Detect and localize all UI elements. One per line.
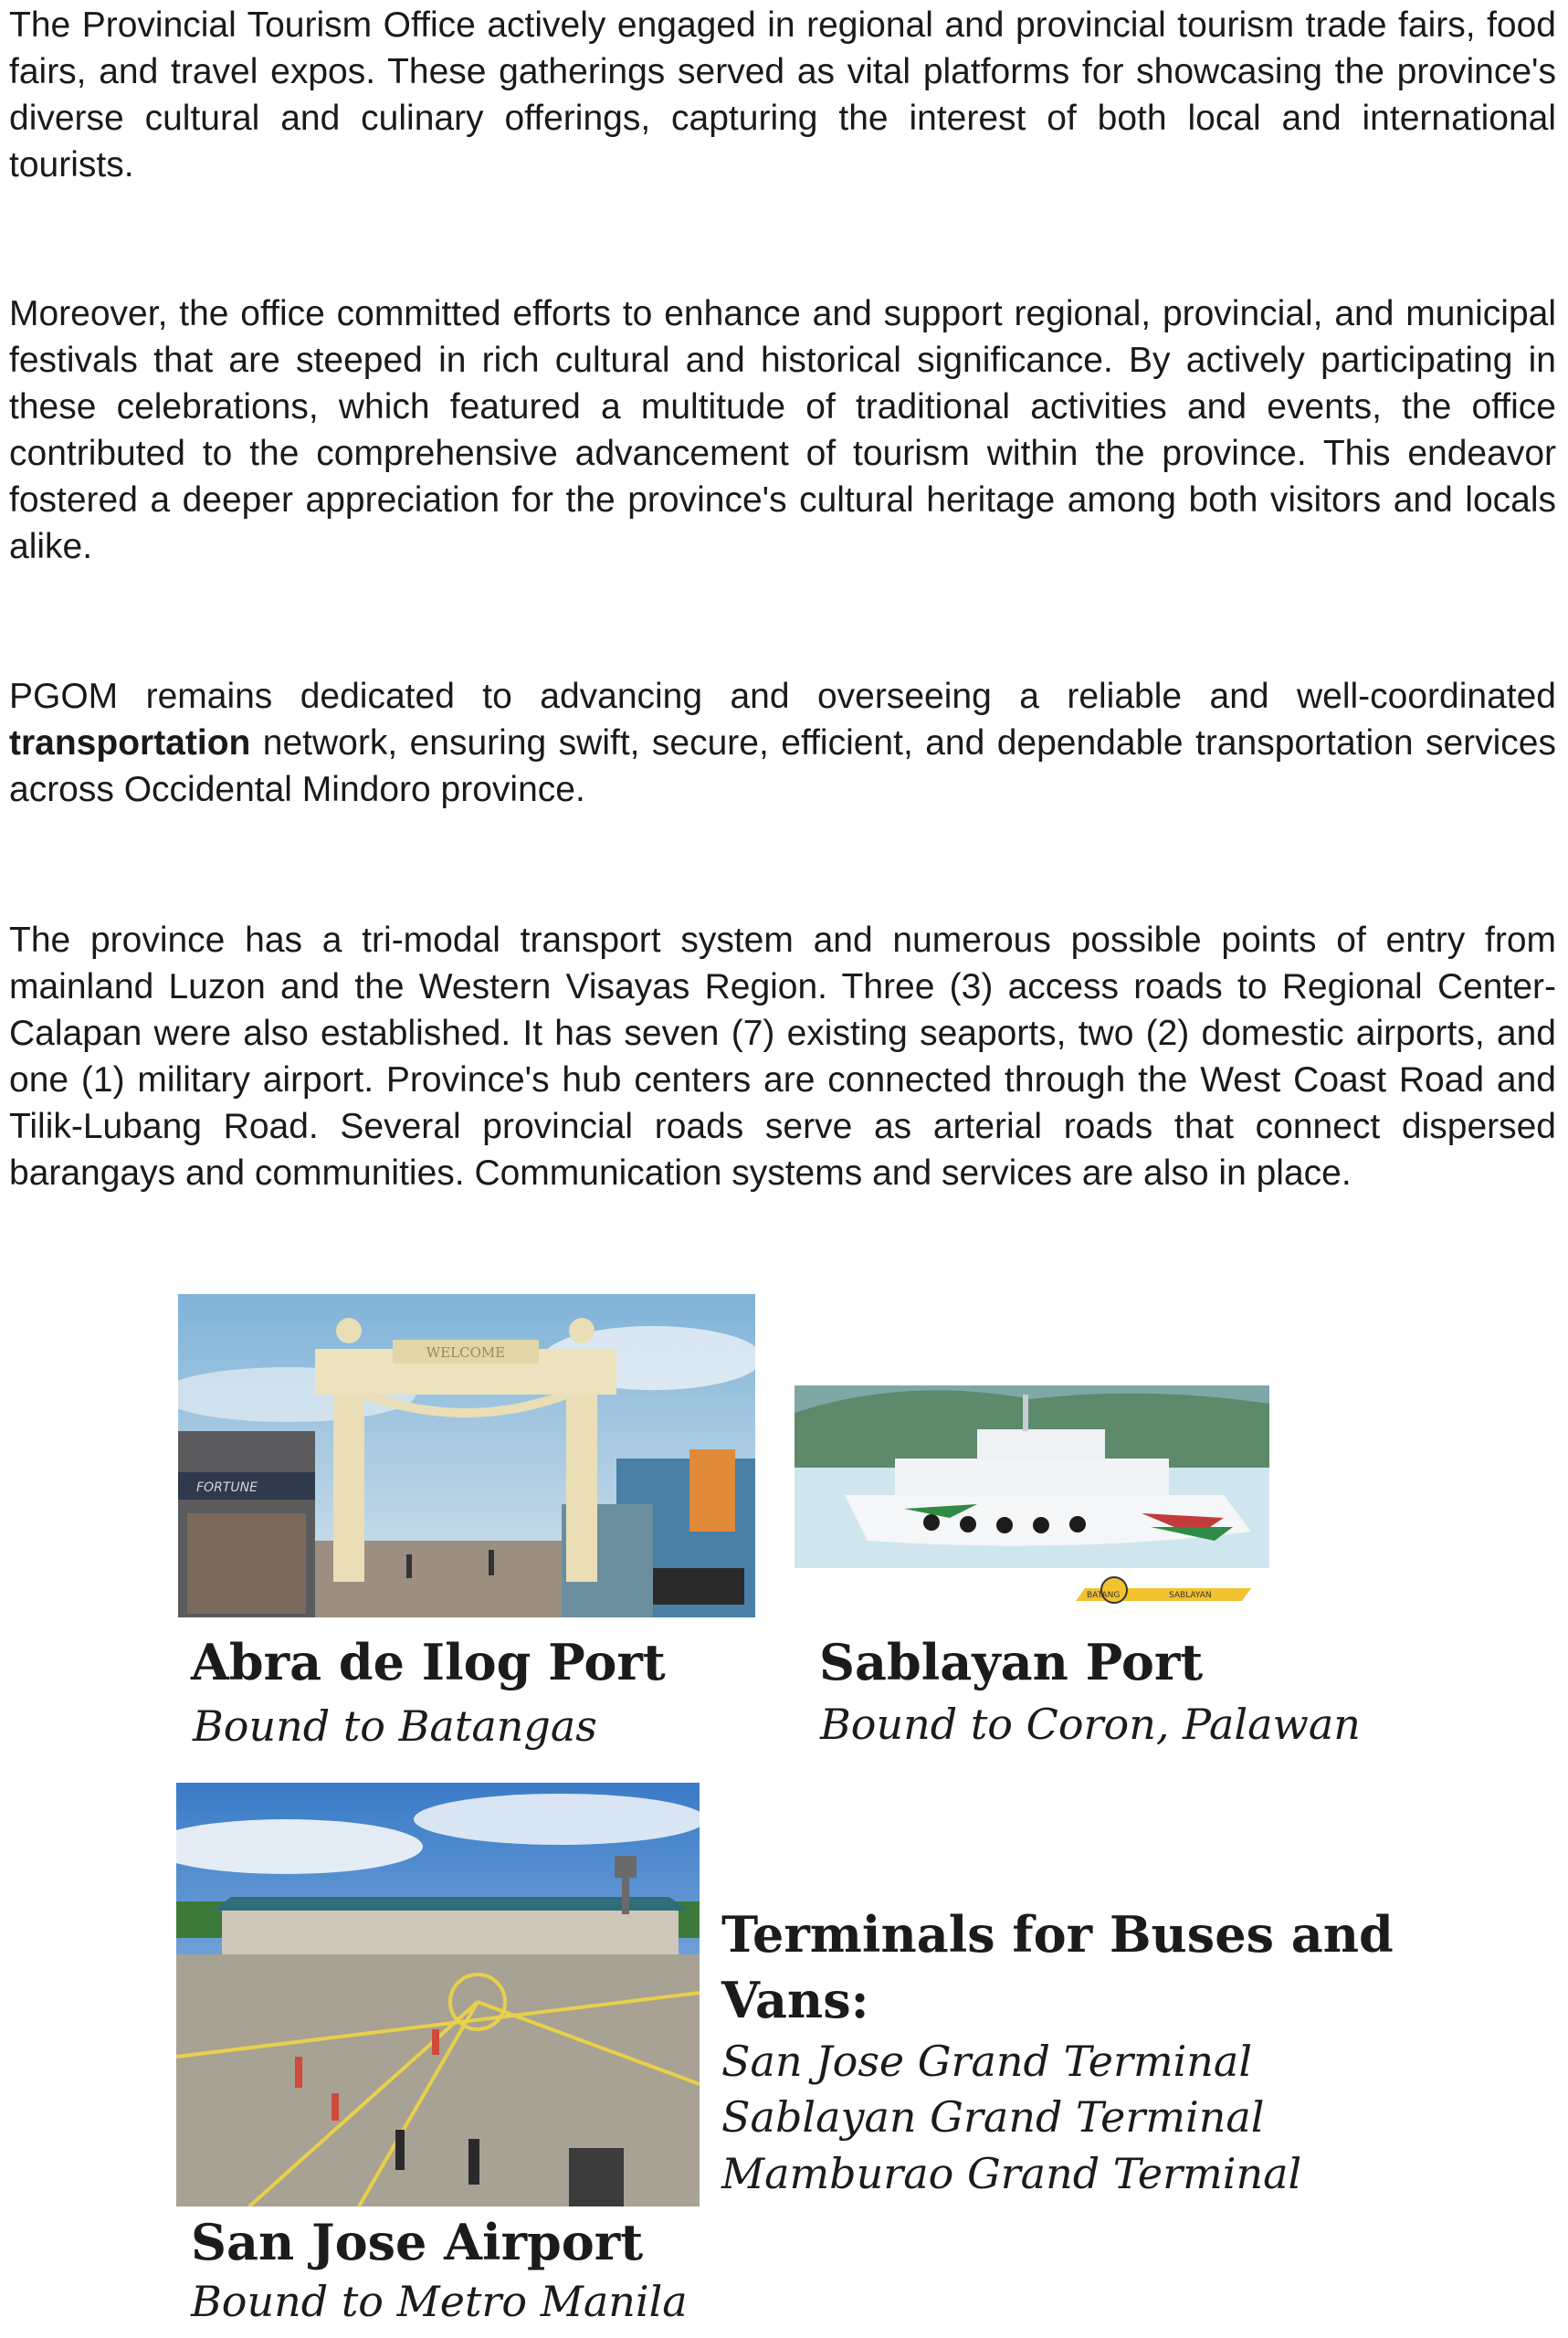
- watermark-sablayan-text: SABLAYAN: [1169, 1591, 1212, 1600]
- paragraph-transportation-lead: PGOM remains dedicated to advancing and overseeing a reliable and well-coordinated: [9, 677, 1556, 716]
- paragraph-festivals: Moreover, the office committed efforts to enhance and support regional, provincial, and municipal festivals that are steeped in rich cultural and historical significance. By actively participating in these celebrations, which featured a multitude of traditional activities and events, the office contributed to the comprehensive advancement of tourism within the province. This endeavor fostered a deeper appreciation for the province's cultural heritage among both visitors and locals alike.: [9, 294, 1556, 566]
- terminals-title-line1: Terminals for Buses and: [721, 1905, 1394, 1964]
- transportation-bold: transportation: [9, 723, 251, 763]
- abra-de-ilog-port-subtitle: Bound to Batangas: [193, 1701, 597, 1751]
- sablayan-port-subtitle: Bound to Coron, Palawan: [820, 1700, 1361, 1749]
- paragraph-transportation: [9, 673, 1556, 813]
- san-jose-airport-subtitle: Bound to Metro Manila: [191, 2277, 688, 2326]
- fortune-sign-text: FORTUNE: [196, 1480, 258, 1495]
- watermark-batang-text: BATANG: [1087, 1591, 1121, 1600]
- abra-de-ilog-port-photo: [178, 1294, 755, 1617]
- paragraph-transport-system: The province has a tri-modal transport system and numerous possible points of entry from mainland Luzon and the Western Visayas Region. Three (3) access roads to Regional Center-Calapan were also established. It has seven (7) existing seaports, two (2) domestic airports, and one (1) military airport. Province's hub centers are connected through the West Coast Road and Tilik-Lubang Road. Several provincial roads serve as arterial roads that connect dispersed barangays and communities. Communication systems and services are also in place.: [9, 921, 1556, 1193]
- abra-de-ilog-port-title: Abra de Ilog Port: [191, 1633, 666, 1691]
- sablayan-port-photo: [795, 1358, 1269, 1606]
- terminals-title-line2: Vans:: [721, 1971, 869, 2029]
- terminal-item: Sablayan Grand Terminal: [721, 2092, 1265, 2142]
- san-jose-airport-photo: [176, 1783, 700, 2206]
- paragraph-tourism-fairs: The Provincial Tourism Office actively engaged in regional and provincial tourism trade fairs, food fairs, and travel expos. These gatherings served as vital platforms for showcasing the province's diverse cultural and culinary offerings, capturing the interest of both local and international tourists.: [9, 5, 1556, 184]
- san-jose-airport-title: San Jose Airport: [191, 2213, 644, 2271]
- terminal-item: San Jose Grand Terminal: [721, 2037, 1253, 2086]
- paragraph-transportation-tail: network, ensuring swift, secure, efficient, and dependable transportation services across Occidental Mindoro province.: [9, 723, 1556, 809]
- welcome-arch-text: WELCOME: [426, 1344, 506, 1361]
- sablayan-port-title: Sablayan Port: [819, 1633, 1204, 1691]
- terminal-item: Mamburao Grand Terminal: [721, 2149, 1302, 2198]
